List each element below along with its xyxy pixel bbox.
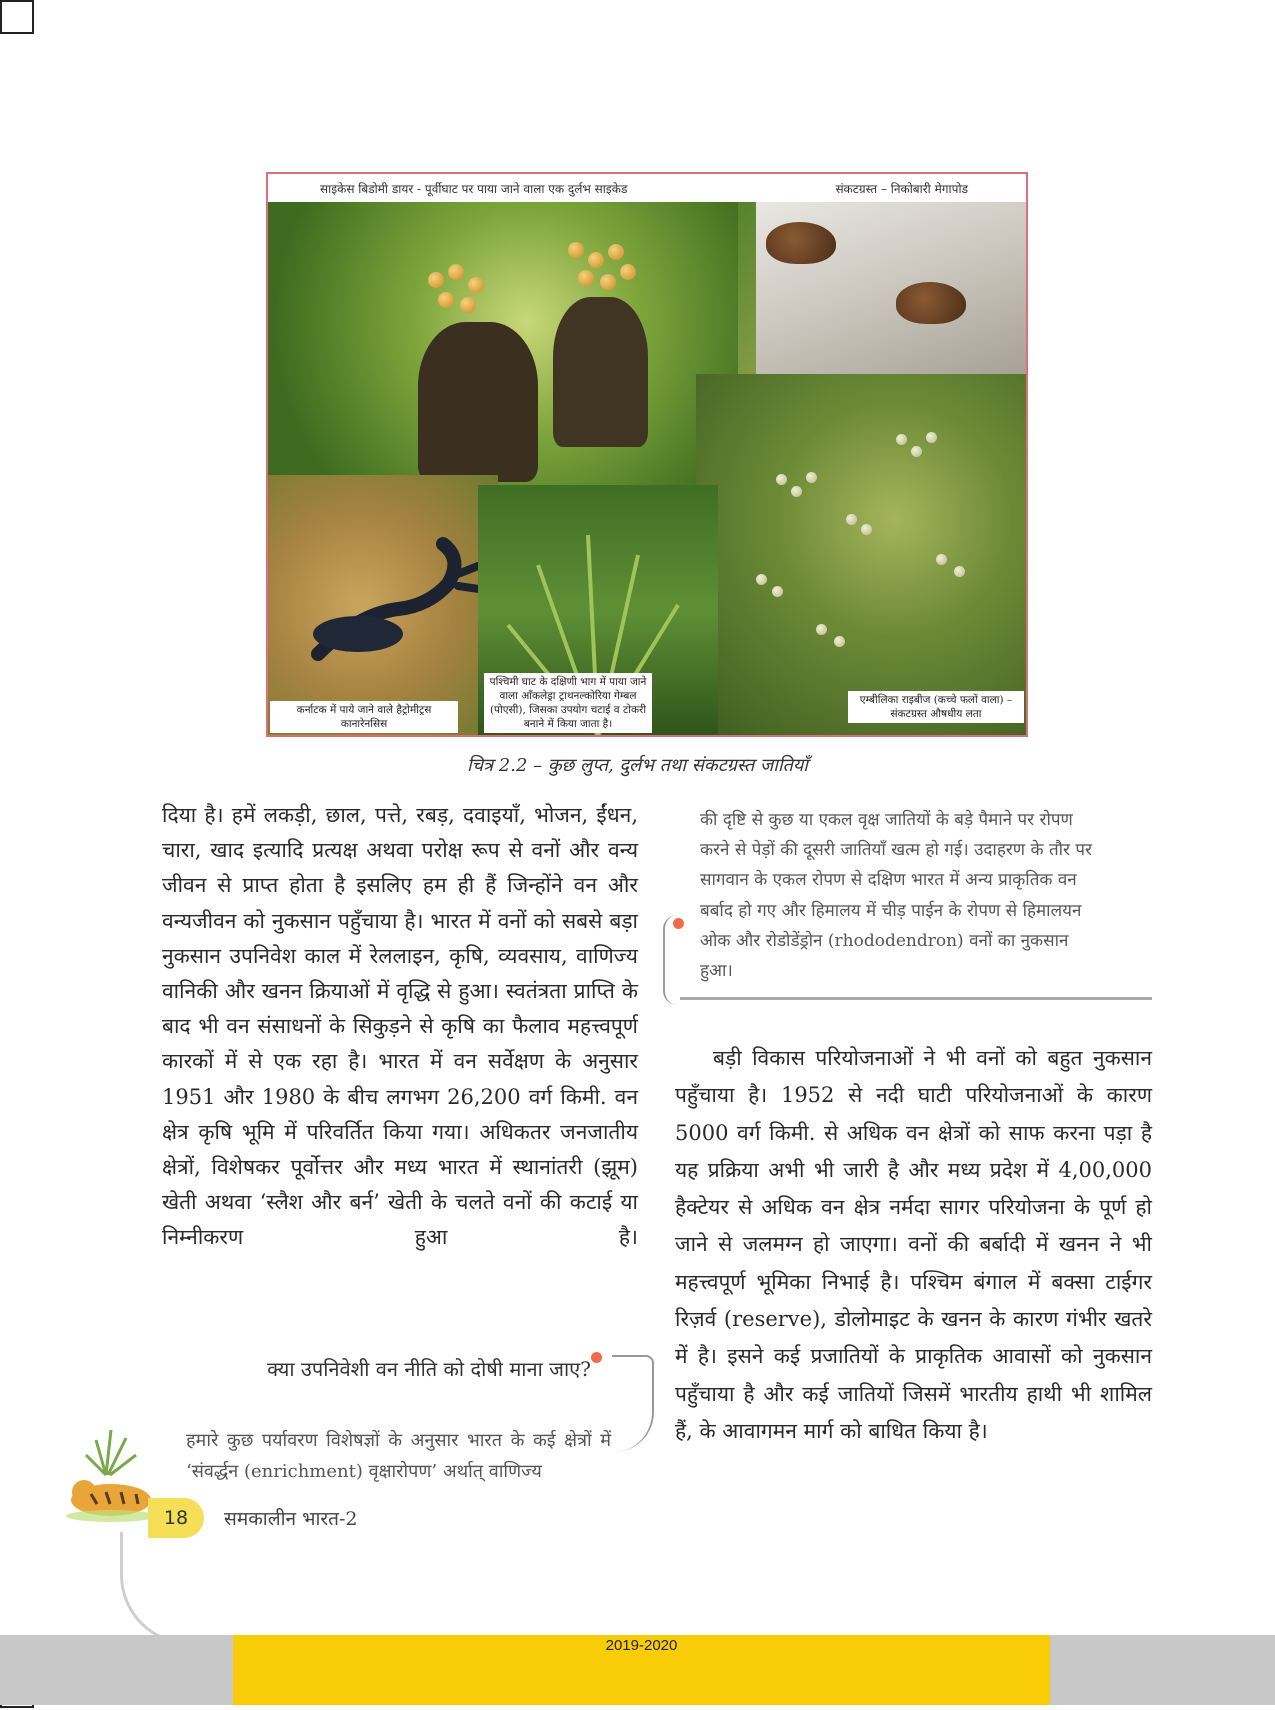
figure-caption: चित्र 2.2 – कुछ लुप्त, दुर्लभ तथा संकटग्रस्त जातियाँ xyxy=(467,755,808,776)
figure-header xyxy=(268,174,1026,202)
box-curl-decoration xyxy=(663,915,685,1005)
footer-year-band xyxy=(233,1635,1050,1705)
box-divider xyxy=(680,997,1152,1000)
cycad-photo xyxy=(268,202,738,502)
left-paragraph: दिया है। हमें लकड़ी, छाल, पत्ते, रबड़, दवाइयाँ, भोजन, ईंधन, चारा, खाद इत्यादि प्रत्यक्ष अथवा परोक्ष रूप से वनों और वन्य जीवन से प्राप्त होता है इसलिए हम ही हैं जिन्होंने वन और वन्यजीवन को नुकसान पहुँचाया है। भारत में वनों को सबसे बड़ा नुकसान उपनिवेश काल में रेललाइन, कृषि, व्यवसाय, वाणिज्य वानिकी और खनन क्रियाओं में वृद्धि से हुआ। स्वतंत्रता प्राप्ति के बाद भी वन संसाधनों के सिकुड़ने से कृषि का फैलाव महत्त्वपूर्ण कारकों में से एक रहा है। भारत में वन सर्वेक्षण के अनुसार 1951 और 1980 के बीच लगभग 26,200 वर्ग किमी. वन क्षेत्र कृषि भूमि में परिवर्तित किया गया। अधिकतर जनजातीय क्षेत्रों, विशेषकर पूर्वोत्तर और मध्य भारत में स्थानांतरी (झूम) खेती अथवा ‘स्लैश और बर्न’ खेती के चलते वनों की कटाई या निम्नीकरण हुआ है। xyxy=(162,803,638,1250)
footer-year: 2019-2020 xyxy=(605,1637,678,1654)
right-column-text xyxy=(675,1040,1152,1450)
liana-photo xyxy=(696,374,1026,737)
figure-header-right: संकटग्रस्त – निकोबारी मेगापोड xyxy=(835,181,968,196)
figure-species-collage xyxy=(266,172,1028,737)
decorative-swoosh xyxy=(120,1532,233,1645)
bullet-dot xyxy=(591,1352,602,1363)
right-paragraph: बड़ी विकास परियोजनाओं ने भी वनों को बहुत नुकसान पहुँचाया है। 1952 से नदी घाटी परियोजनाओं के कारण 5000 वर्ग किमी. से अधिक वन क्षेत्रों को साफ करना पड़ा है यह प्रक्रिया अभी भी जारी है और मध्य प्रदेश में 4,00,000 हैक्टेयर से अधिक वन क्षेत्र नर्मदा सागर परियोजना के पूर्ण हो जाने से जलमग्न हो जाएगा। वनों की बर्बादी में खनन ने भी महत्त्वपूर्ण भूमिका निभाई है। पश्चिम बंगाल में बक्सा टाईगर रिज़र्व (reserve), डोलोमाइट के खनन के कारण गंभीर खतरे में है। इसने कई प्रजातियों के प्राकृतिक आवासों को नुकसान पहुँचाया है और कई जातियों जिसमें भारतीय हाथी भी शामिल हैं, के आवागमन मार्ग को बाधित किया है। xyxy=(675,1046,1152,1443)
box-bracket-decoration xyxy=(612,1355,654,1452)
caption-scorpion: कर्नाटक में पाये जाने वाले हैट्रोमीट्रस कानारेनसिस xyxy=(270,701,458,733)
page-number: 18 xyxy=(148,1498,204,1538)
side-box-continued: की दृष्टि से कुछ या एकल वृक्ष जातियों के बड़े पैमाने पर रोपण करने से पेड़ों की दूसरी जातियाँ खत्म हो गई। उदाहरण के तौर पर सागवान के एकल रोपण से दक्षिण भारत में अन्य प्राकृतिक वन बर्बाद हो गए और हिमालय में चीड़ पाईन के रोपण से हिमालयन ओक और रोडोडेंड्रोन (rhododendron) वनों का नुकसान हुआ। xyxy=(700,810,1093,982)
nicobar-megapode-photo xyxy=(756,202,1026,402)
caption-liana: एम्बीलिका राइबीज (कच्चे फलों वाला) – संकटग्रस्त औषधीय लता xyxy=(848,691,1024,723)
left-column-text xyxy=(162,798,638,1256)
crop-mark-top xyxy=(0,0,34,34)
side-box-text: हमारे कुछ पर्यावरण विशेषज्ञों के अनुसार भारत के कई क्षेत्रों में ‘संवर्द्धन (enrichment) वृक्षारोपण’ अर्थात् वाणिज्य xyxy=(186,1430,611,1482)
caption-grass: पश्चिमी घाट के दक्षिणी भाग में पाया जाने वाला आँकलेड्रा ट्राथनल्कोरिया गेम्बल (पोएसी), जिसका उपयोग चटाई व टोकरी बनाने में किया जाता है। xyxy=(484,673,652,733)
book-title: समकालीन भारत-2 xyxy=(224,1508,358,1530)
figure-header-left: साइकेस बिडोमी डायर - पूर्वीघाट पर पाया जाने वाला एक दुर्लभ साइकेड xyxy=(320,181,628,196)
scorpion-icon xyxy=(298,534,498,684)
side-box-title: क्या उपनिवेशी वन नीति को दोषी माना जाए? xyxy=(267,1357,591,1381)
